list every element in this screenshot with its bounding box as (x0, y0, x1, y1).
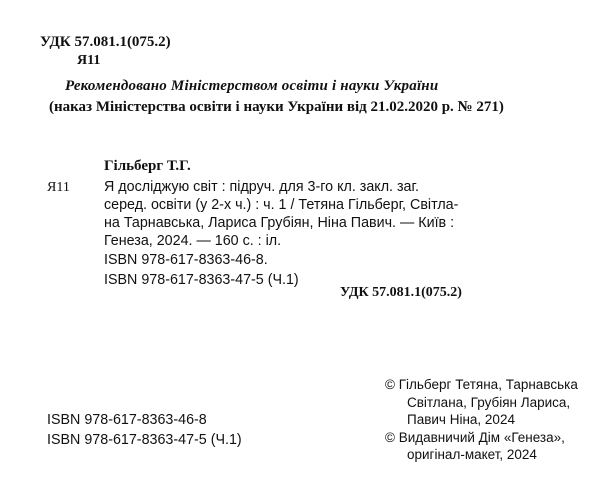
footer-isbn: ISBN 978-617-8363-47-5 (Ч.1) (47, 432, 242, 448)
catalog-isbn: ISBN 978-617-8363-46-8. (104, 252, 268, 268)
recommendation-line-2: (наказ Міністерства освіти і науки України від 21.02.2020 р. № 271) (49, 99, 504, 115)
footer-isbn-list (47, 410, 242, 450)
catalog-description-line: на Тарнавська, Лариса Грубіян, Ніна Павич. — Київ : (104, 215, 455, 231)
catalog-description-line: Я досліджую світ : підруч. для 3-го кл. закл. заг. (104, 179, 419, 195)
header-code: Я11 (77, 53, 101, 68)
catalog-isbn: ISBN 978-617-8363-47-5 (Ч.1) (104, 272, 299, 288)
catalog-author: Гільберг Т.Г. (104, 158, 191, 174)
copyright-line: © Видавничий Дім «Генеза», (385, 429, 565, 445)
catalog-udk: УДК 57.081.1(075.2) (340, 285, 462, 300)
catalog-description-line: серед. освіти (у 2-х ч.) : ч. 1 / Тетяна Гільберг, Світла- (104, 197, 459, 213)
footer-isbn: ISBN 978-617-8363-46-8 (47, 412, 207, 428)
catalog-description-line: Генеза, 2024. — 160 с. : іл. (104, 233, 282, 249)
copyright-line: Павич Ніна, 2024 (407, 412, 515, 427)
catalog-isbn-list (104, 250, 299, 290)
recommendation-line-1: Рекомендовано Міністерством освіти і науки України (65, 78, 439, 94)
copyright-line: Світлана, Грубіян Лариса, (407, 394, 571, 410)
header-udk: УДК 57.081.1(075.2) (40, 34, 171, 50)
copyright-block (385, 376, 578, 464)
catalog-code: Я11 (47, 180, 70, 195)
catalog-description (104, 178, 458, 250)
copyright-line: оригінал-макет, 2024 (407, 447, 537, 462)
copyright-line: © Гільберг Тетяна, Тарнавська (385, 377, 578, 392)
